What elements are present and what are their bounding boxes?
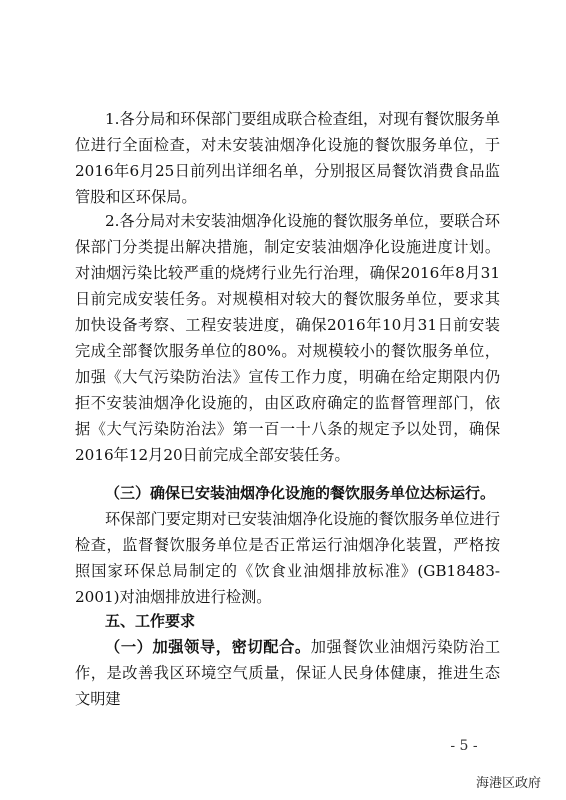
section-5-1-paragraph [75, 634, 500, 712]
section-5-heading: 五、工作要求 [105, 612, 196, 630]
source-watermark: 海港区政府 [476, 776, 542, 791]
paragraph-1: 1.各分局和环保部门要组成联合检查组，对现有餐饮服务单位进行全面检查，对未安装油烟净化设施的餐饮服务单位，于2016年6月25日前列出详细名单，分别报区局餐饮消费食品监管股和区环保局。 [75, 110, 500, 206]
page-number: - 5 - [450, 738, 478, 754]
section-3-body: 环保部门要定期对已安装油烟净化设施的餐饮服务单位进行检查，监督餐饮服务单位是否正常运行油烟净化装置，严格按照国家环保总局制定的《饮食业油烟排放标准》(GB18483-2001)对油烟排放进行检测。 [75, 510, 500, 606]
paragraph-2: 2.各分局对未安装油烟净化设施的餐饮服务单位，要联合环保部门分类提出解决措施，制定安装油烟净化设施进度计划。对油烟污染比较严重的烧烤行业先行治理，确保2016年8月31日前完成安装任务。对规模相对较大的餐饮服务单位，要求其加快设备考察、工程安装进度，确保2016年10月31日前安装完成全部餐饮服务单位的80%。对规模较小的餐饮服务单位，加强《大气污染防治法》宣传工作力度，明确在给定期限内仍拒不安装油烟净化设施的，由区政府确定的监督管理部门，依据《大气污染防治法》第一百一十八条的规定予以处罚，确保2016年12月20日前完成全部安装任务。 [75, 212, 500, 464]
section-5-1-lead: （一）加强领导，密切配合。 [105, 638, 311, 656]
section-5-1-body: 加强餐饮业油烟污染防治工作，是改善我区环境空气质量，保证人民身体健康，推进生态文明建 [75, 638, 501, 708]
section-3-heading: （三）确保已安装油烟净化设施的餐饮服务单位达标运行。 [105, 484, 496, 502]
